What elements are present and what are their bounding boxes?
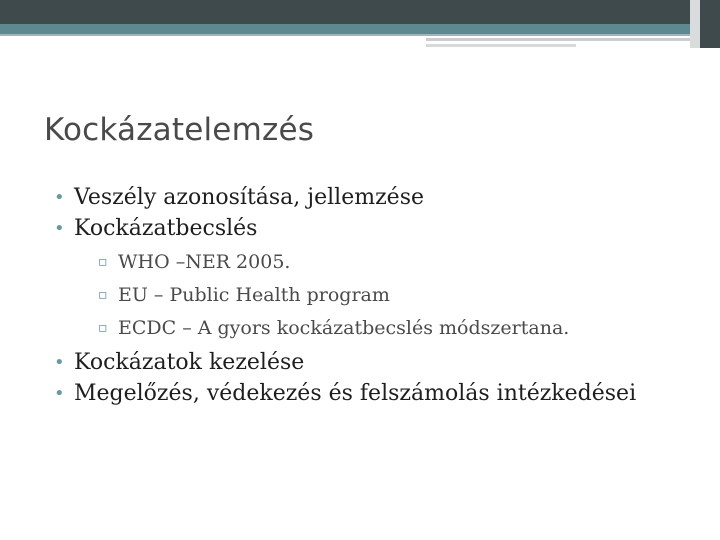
sub-bullet-item: [74, 279, 692, 312]
sub-bullet-marker: ▫: [98, 287, 108, 303]
sub-bullet-item: [74, 312, 692, 345]
bullet-item: [52, 213, 692, 345]
header-accent-line-2: [426, 44, 576, 47]
bullet-marker: •: [54, 187, 65, 208]
bullet-text: Kockázatbecslés: [74, 216, 258, 241]
sub-bullet-item: [74, 246, 692, 279]
bullet-marker: •: [54, 218, 65, 239]
sub-bullet-marker: ▫: [98, 254, 108, 270]
header-bar-dark: [0, 0, 690, 24]
sub-bullet-text: ECDC – A gyors kockázatbecslés módszertana.: [118, 317, 570, 339]
bullet-text: Megelőzés, védekezés és felszámolás intézkedései: [74, 381, 637, 406]
bullet-text: Veszély azonosítása, jellemzése: [74, 185, 425, 210]
sub-bullet-marker: ▫: [98, 320, 108, 336]
header-bar-light: [690, 0, 700, 48]
sub-bullet-list: [74, 246, 692, 345]
bullet-marker: •: [54, 352, 65, 373]
slide-title: Kockázatelemzés: [44, 112, 315, 148]
header-bar-teal: [0, 24, 690, 34]
bullet-item: [52, 182, 692, 213]
bullet-list: [52, 182, 692, 409]
header-bar-dark-right: [700, 0, 720, 48]
bullet-item: [52, 347, 692, 378]
header-accent-line-1: [426, 38, 690, 41]
sub-bullet-text: WHO –NER 2005.: [118, 251, 291, 273]
bullet-item: [52, 378, 692, 409]
header-bar-teal-thin: [0, 34, 690, 36]
bullet-text: Kockázatok kezelése: [74, 350, 305, 375]
bullet-marker: •: [54, 383, 65, 404]
sub-bullet-text: EU – Public Health program: [118, 284, 390, 306]
